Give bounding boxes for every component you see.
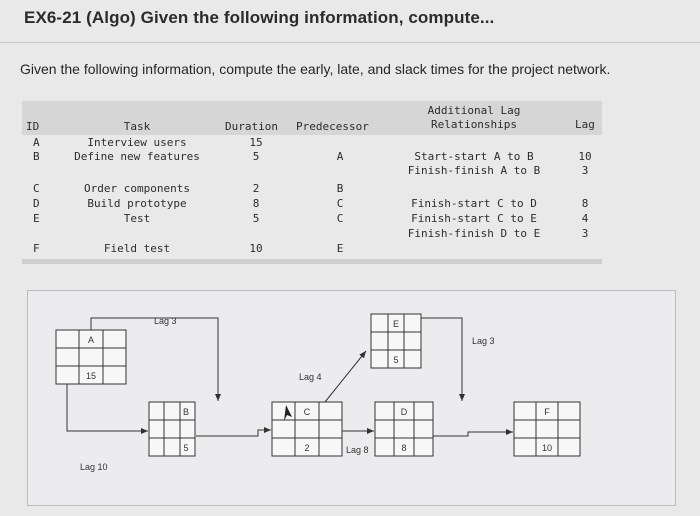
row-c-id: C (33, 182, 40, 195)
header-id: ID (26, 120, 40, 133)
row-c-predecessor: B (336, 182, 344, 195)
header-additional-line2: Relationships (430, 118, 518, 131)
node-f-duration: 10 (541, 443, 553, 453)
header-lag: Lag (575, 118, 595, 131)
node-c-duration: 2 (304, 443, 310, 453)
link-b-c (196, 430, 271, 436)
header-additional-line1: Additional Lag (427, 104, 521, 117)
problem-statement: Given the following information, compute the early, late, and slack times for the project network. (20, 61, 611, 77)
row-d-lag-2: 4 (581, 212, 589, 225)
row-f-task: Field test (103, 242, 171, 255)
lag-label-5: Lag 3 (472, 336, 495, 346)
network-diagram (27, 290, 676, 506)
row-d-task: Build prototype (87, 197, 187, 210)
row-c-task: Order components (84, 182, 190, 195)
row-e-predecessor: C (336, 212, 344, 225)
row-b-lag-2: 3 (581, 164, 589, 177)
node-a-label: A (87, 335, 95, 345)
header-predecessor: Predecessor (296, 120, 369, 133)
row-c-duration: 2 (252, 182, 260, 195)
row-a-id: A (33, 136, 40, 149)
row-b-task: Define new features (74, 150, 200, 163)
row-d-lag-1: 8 (581, 197, 589, 210)
header-duration: Duration (225, 120, 278, 133)
network-diagram-svg (28, 291, 675, 505)
lag-label-1: Lag 3 (154, 316, 177, 326)
row-d-lag-3: 3 (581, 227, 589, 240)
row-b-lag-1: 10 (578, 150, 592, 163)
header-task: Task (123, 120, 151, 133)
link-d-f (433, 432, 513, 436)
node-c-label: C (303, 407, 311, 417)
page-title: EX6-21 (Algo) Given the following information, compute... (24, 8, 495, 27)
row-a-task: Interview users (87, 136, 187, 149)
link-e-f (421, 318, 462, 401)
row-e-id: E (33, 212, 40, 225)
project-table (22, 101, 602, 269)
link-a-b-start (67, 384, 148, 431)
row-f-duration: 10 (249, 242, 263, 255)
row-d-id: D (33, 197, 40, 210)
table-footer-band (22, 259, 602, 264)
row-b-predecessor: A (336, 150, 344, 163)
row-b-duration: 5 (252, 150, 260, 163)
title-divider (0, 42, 700, 43)
node-e-label: E (392, 319, 400, 329)
row-b-relationship-2: Finish-finish A to B (407, 164, 541, 177)
row-e-duration: 5 (252, 212, 260, 225)
node-a-duration: 15 (85, 371, 97, 381)
lag-label-4: Lag 8 (346, 445, 369, 455)
node-b-duration: 5 (183, 443, 189, 453)
lag-label-2: Lag 10 (80, 462, 108, 472)
row-f-id: F (33, 242, 40, 255)
row-d-relationship-1: Finish-start C to D (411, 197, 537, 210)
row-f-predecessor: E (336, 242, 344, 255)
row-b-id: B (33, 150, 40, 163)
row-b-relationship-1: Start-start A to B (414, 150, 534, 163)
row-e-task: Test (123, 212, 151, 225)
row-d-duration: 8 (252, 197, 260, 210)
lag-label-3: Lag 4 (299, 372, 322, 382)
link-c-e (325, 351, 366, 402)
row-a-duration: 15 (249, 136, 263, 149)
node-b-label: B (182, 407, 190, 417)
node-f-label: F (544, 407, 550, 417)
row-d-relationship-3: Finish-finish D to E (407, 227, 541, 240)
row-d-predecessor: C (336, 197, 344, 210)
node-e-duration: 5 (393, 355, 399, 365)
node-d-duration: 8 (401, 443, 407, 453)
row-d-relationship-2: Finish-start C to E (411, 212, 537, 225)
node-d-label: D (400, 407, 408, 417)
